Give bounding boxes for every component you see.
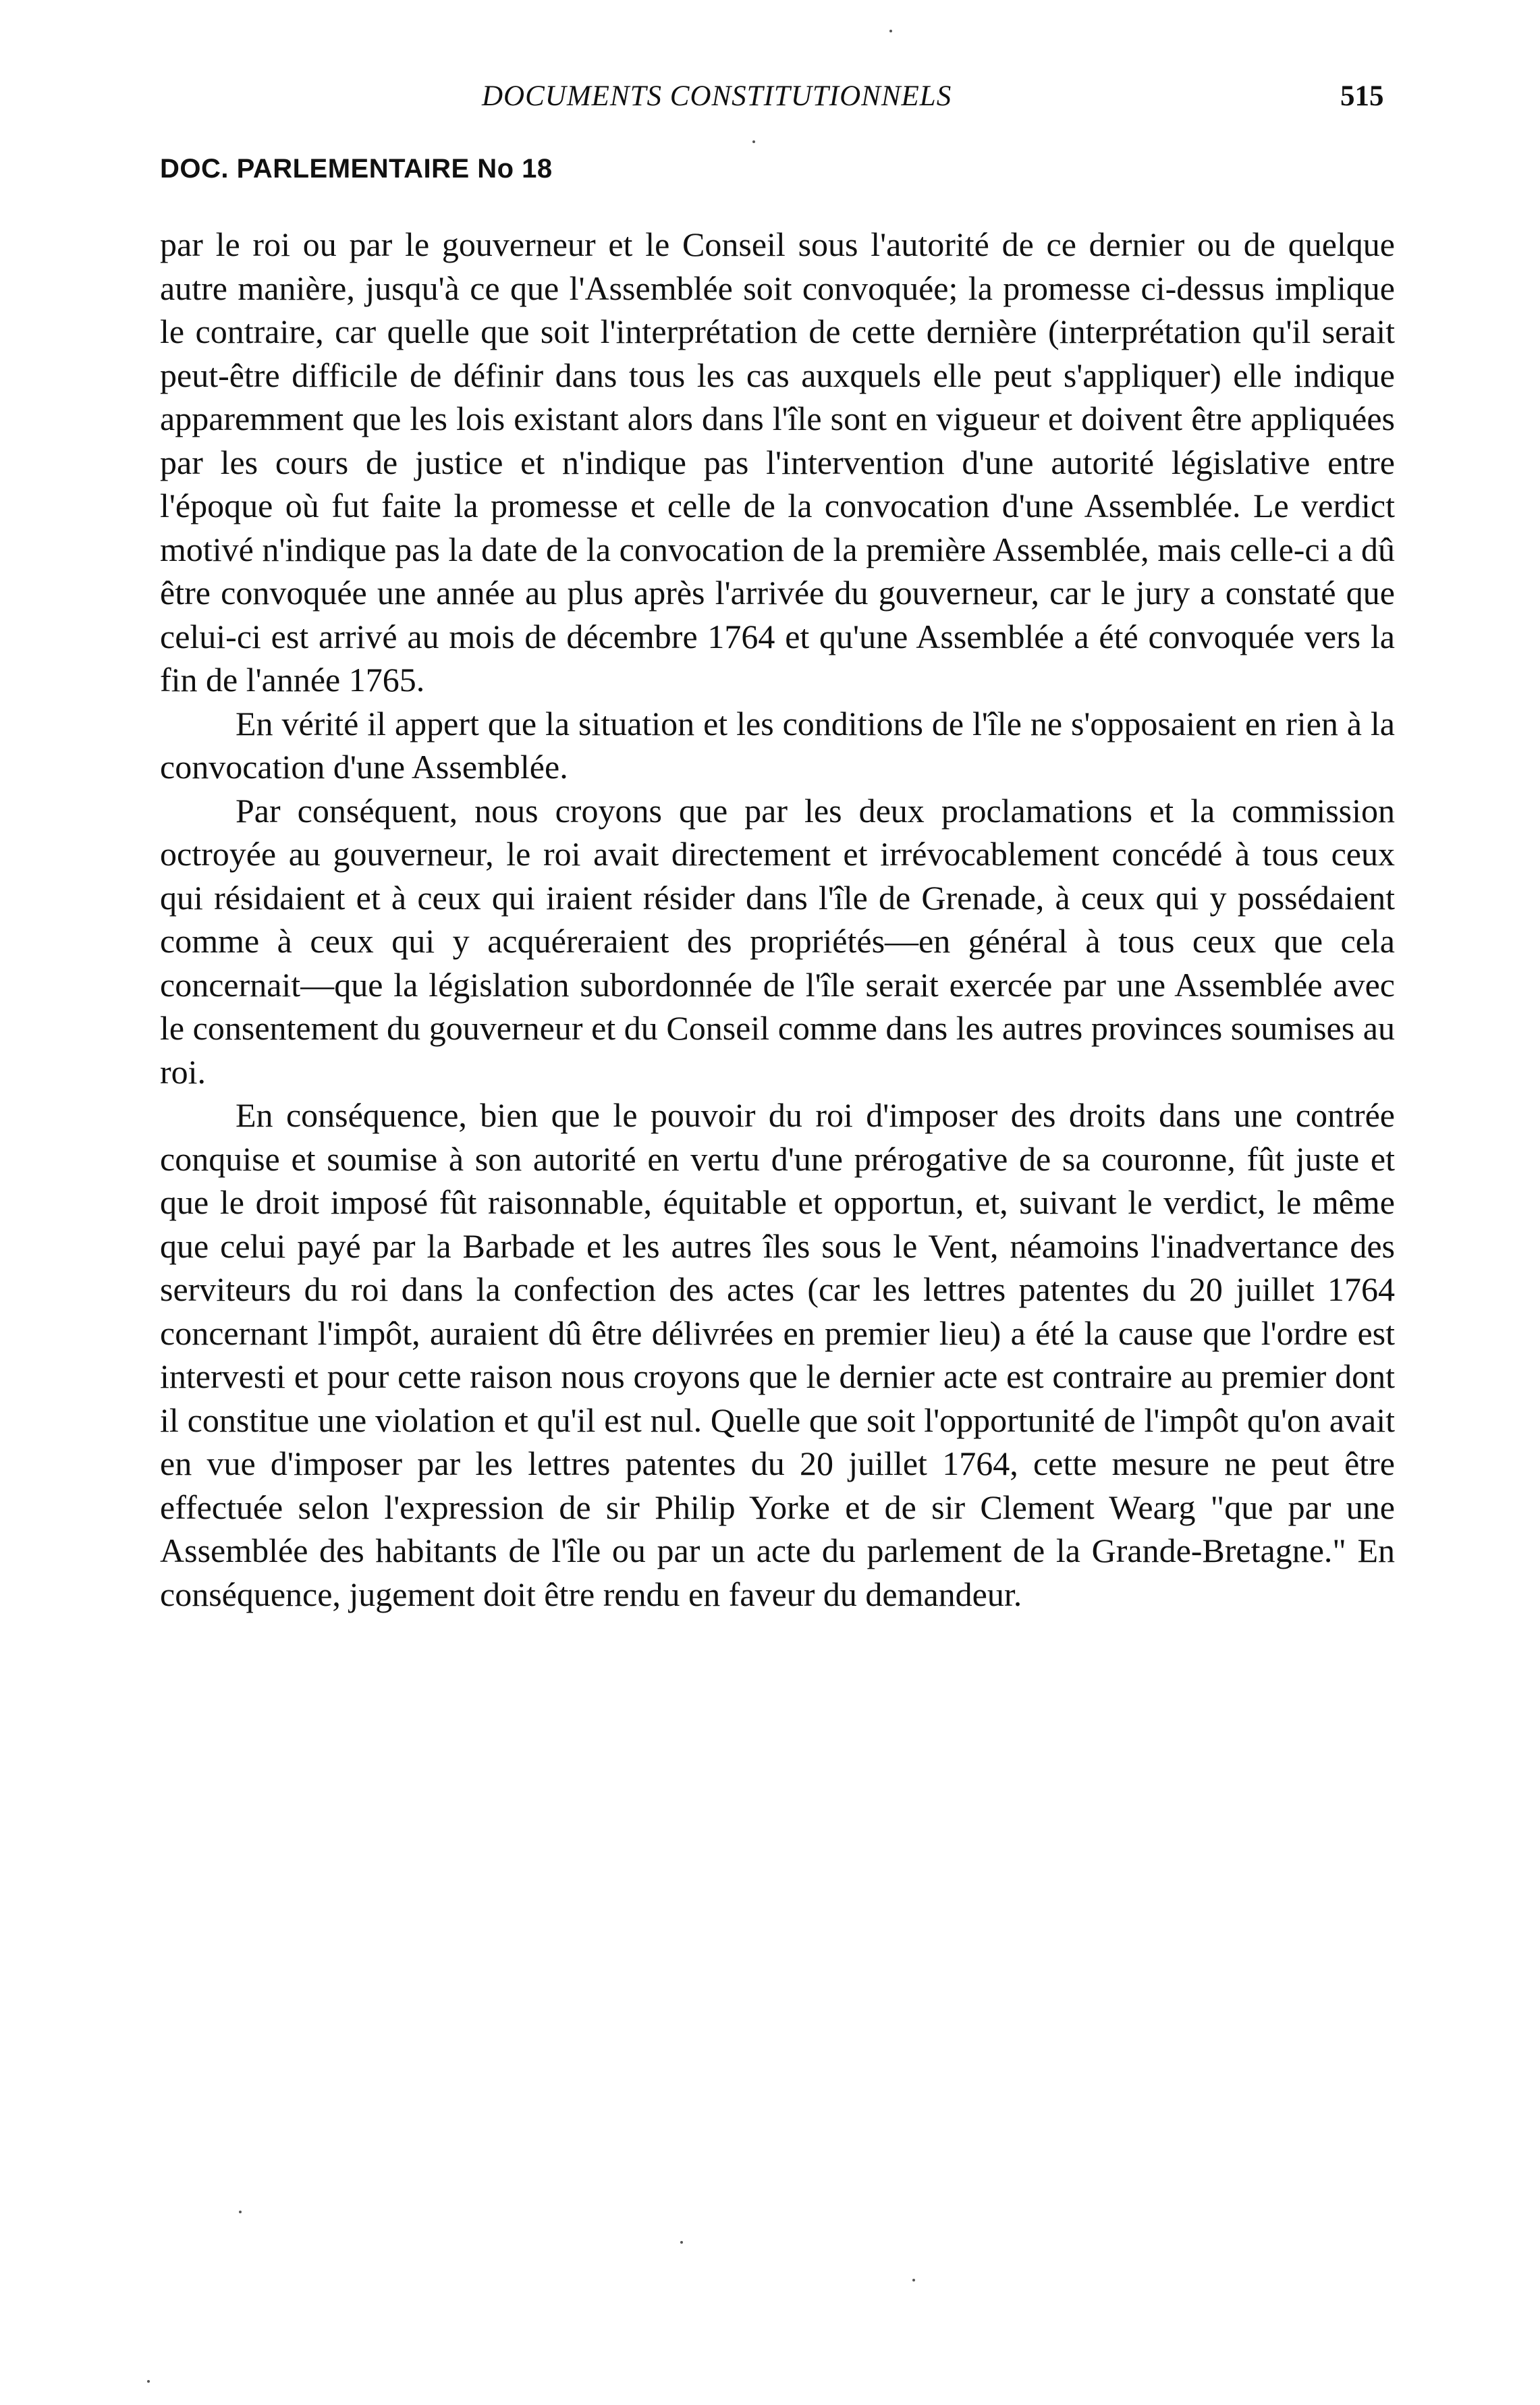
paragraph: Par conséquent, nous croyons que par les deux proclamations et la commission octroyée au gouverneur, le roi avait directement et irrévocablement concédé à tous ceux qui résidaient et à ceux qui iraient résider dans l'île de Grenade, à ceux qui y possédaient comme à ceux qui y acquéreraient des propriétés—en général à tous ceux que cela concernait—que la législation subordonnée de l'île serait exercée par une Assemblée avec le consentement du gouverneur et du Conseil comme dans les autres provinces soumises au roi.	[160, 791, 1395, 1091]
scan-speck	[889, 30, 892, 32]
scan-speck	[752, 140, 755, 143]
scan-speck	[147, 2380, 150, 2383]
document-label: DOC. PARLEMENTAIRE No 18	[160, 154, 553, 184]
paragraph: En conséquence, bien que le pouvoir du roi d'imposer des droits dans une contrée conquise et soumise à son autorité en vertu d'une prérogative de sa couronne, fût juste et que le droit imposé fût raisonnable, équitable et opportun, et, suivant le verdict, le même que celui payé par la Barbade et les autres îles sous le Vent, néamoins l'inadvertance des serviteurs du roi dans la confection des actes (car les lettres patentes du 20 juillet 1764 concernant l'impôt, auraient dû être délivrées en premier lieu) a été la cause que l'ordre est intervesti et pour cette raison nous croyons que le dernier acte est contraire au premier dont il constitue une violation et qu'il est nul. Quelle que soit l'opportunité de l'impôt qu'on avait en vue d'imposer par les lettres patentes du 20 juillet 1764, cette mesure ne peut être effectuée selon l'expression de sir Philip Yorke et de sir Clement Wearg "que par une Assemblée des habitants de l'île ou par un acte du parlement de la Grande-Bretagne." En conséquence, jugement doit être rendu en faveur du demandeur.	[160, 1096, 1395, 1613]
paragraph: En vérité il appert que la situation et les conditions de l'île ne s'opposaient en rien à la convocation d'une Assemblée.	[160, 704, 1395, 786]
paragraph-continued: par le roi ou par le gouverneur et le Conseil sous l'autorité de ce dernier ou de quelque autre manière, jusqu'à ce que l'Assemblée soit convoquée; la promesse ci-dessus implique le contraire, car quelle que soit l'interprétation de cette dernière (interprétation qu'il serait peut-être difficile de définir dans tous les cas auxquels elle peut s'appliquer) elle indique apparemment que les lois existant alors dans l'île sont en vigueur et doivent être appliquées par les cours de justice et n'indique pas l'intervention d'une autorité législative entre l'époque où fut faite la promesse et celle de la convocation d'une Assemblée. Le verdict motivé n'indique pas la date de la convocation de la première Assemblée, mais celle-ci a dû être convoquée une année au plus après l'arrivée du gouverneur, car le jury a constaté que celui-ci est arrivé au mois de décembre 1764 et qu'une Assemblée a été convoquée vers la fin de l'année 1765.	[160, 225, 1395, 699]
page-number: 515	[1340, 80, 1384, 112]
scan-speck	[680, 2241, 683, 2244]
scan-speck	[912, 2279, 915, 2281]
body-text	[160, 223, 1395, 1616]
scan-speck	[239, 2211, 242, 2213]
running-title: DOCUMENTS CONSTITUTIONNELS	[482, 80, 952, 112]
